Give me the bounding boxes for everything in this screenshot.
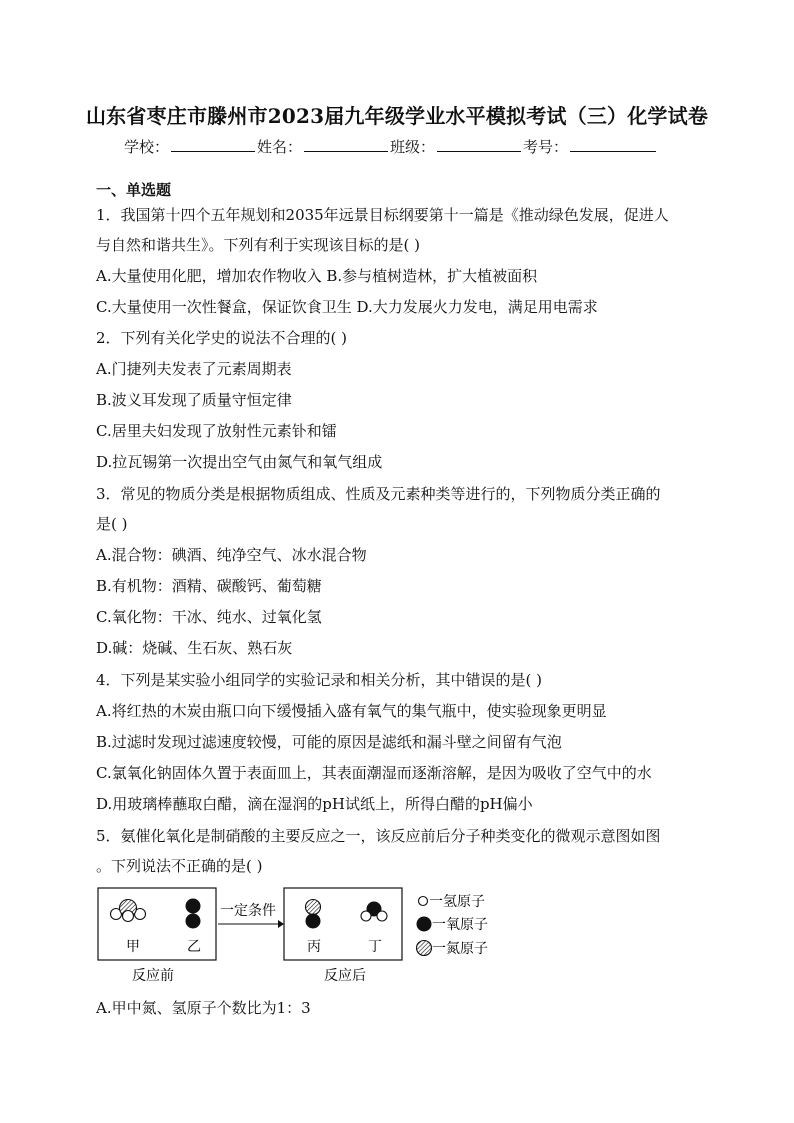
school-label: 学校： bbox=[124, 138, 170, 156]
option-line: D.碱：烧碱、生石灰、熟石灰 bbox=[96, 639, 293, 657]
option-line: C.氯氧化钠固体久置于表面皿上，其表面潮湿而逐渐溶解，是因为吸收了空气中的水 bbox=[96, 764, 652, 782]
option-line: D.拉瓦锡第一次提出空气由氮气和氧气组成 bbox=[96, 453, 383, 471]
option-line: B.有机物：酒精、碳酸钙、葡萄糖 bbox=[96, 577, 322, 595]
label-bing: 丙 bbox=[307, 939, 321, 955]
option-line: A.甲中氮、氢原子个数比为1：3 bbox=[96, 999, 311, 1017]
option-line: B.过滤时发现过滤速度较慢，可能的原因是滤纸和漏斗壁之间留有气泡 bbox=[96, 733, 562, 751]
name-blank[interactable] bbox=[304, 137, 388, 152]
label-yi: 乙 bbox=[187, 939, 201, 955]
id-label: 考号： bbox=[523, 138, 569, 156]
class-label: 班级： bbox=[390, 138, 436, 156]
option-line: A.门捷列夫发表了元素周期表 bbox=[96, 360, 292, 378]
oxygen-molecule bbox=[186, 899, 201, 929]
question-text-line: 5．氨催化氧化是制硝酸的主要反应之一，该反应前后分子种类变化的微观示意图如图 bbox=[96, 827, 661, 845]
before-label: 反应前 bbox=[132, 968, 174, 984]
school-blank[interactable] bbox=[171, 137, 255, 152]
page-title: 山东省枣庄市滕州市2023届九年级学业水平模拟考试（三）化学试卷 bbox=[85, 104, 709, 128]
legend-nitrogen: 一氮原子 bbox=[432, 941, 488, 957]
label-jia: 甲 bbox=[126, 939, 140, 955]
question-text-line: 4．下列是某实验小组同学的实验记录和相关分析，其中错误的是( ) bbox=[96, 671, 543, 689]
question-text-line: 。下列说法不正确的是( ) bbox=[96, 857, 263, 875]
option-line: A.将红热的木炭由瓶口向下缓慢插入盛有氧气的集气瓶中，使实验现象更明显 bbox=[96, 702, 607, 720]
nitric-oxide-molecule bbox=[306, 900, 321, 929]
question-text-line: 是( ) bbox=[96, 515, 128, 533]
option-line: B.波义耳发现了质量守恒定律 bbox=[96, 391, 292, 409]
arrow-head-icon bbox=[278, 920, 284, 928]
legend-oxygen: 一氧原子 bbox=[432, 917, 488, 933]
after-box bbox=[284, 888, 402, 960]
after-label: 反应后 bbox=[324, 968, 366, 984]
student-info-row bbox=[124, 136, 658, 157]
class-blank[interactable] bbox=[437, 137, 521, 152]
question-text-line: 2．下列有关化学史的说法不合理的( ) bbox=[96, 329, 348, 347]
option-line: C.居里夫妇发现了放射性元素钋和镭 bbox=[96, 422, 337, 440]
option-line: D.用玻璃棒蘸取白醋，滴在湿润的pH试纸上，所得白醋的pH偏小 bbox=[96, 795, 533, 813]
name-label: 姓名： bbox=[257, 138, 303, 156]
label-ding: 丁 bbox=[368, 939, 382, 955]
ammonia-molecule bbox=[111, 900, 146, 922]
oxygen-atom-icon bbox=[417, 917, 432, 932]
question-text-line: 1．我国第十四个五年规划和2035年远景目标纲要第十一篇是《推动绿色发展，促进人 bbox=[96, 206, 669, 224]
option-line: A.大量使用化肥，增加农作物收入 B.参与植树造林，扩大植被面积 bbox=[96, 267, 538, 285]
id-blank[interactable] bbox=[570, 137, 656, 152]
option-line: C.氧化物：干冰、纯水、过氧化氢 bbox=[96, 608, 322, 626]
condition-label: 一定条件 bbox=[220, 903, 276, 919]
reaction-diagram bbox=[96, 884, 516, 992]
water-molecule bbox=[361, 902, 387, 922]
hydrogen-atom-icon bbox=[419, 897, 428, 906]
question-text-line: 与自然和谐共生》。下列有利于实现该目标的是( ) bbox=[96, 236, 420, 254]
option-line: A.混合物：碘酒、纯净空气、冰水混合物 bbox=[96, 546, 367, 564]
question-text-line: 3．常见的物质分类是根据物质组成、性质及元素种类等进行的，下列物质分类正确的 bbox=[96, 485, 661, 503]
legend-hydrogen: 一氢原子 bbox=[429, 894, 485, 910]
option-line: C.大量使用一次性餐盒，保证饮食卫生 D.大力发展火力发电，满足用电需求 bbox=[96, 298, 598, 316]
section-heading: 一、单选题 bbox=[96, 181, 172, 199]
nitrogen-atom-icon bbox=[417, 941, 432, 956]
